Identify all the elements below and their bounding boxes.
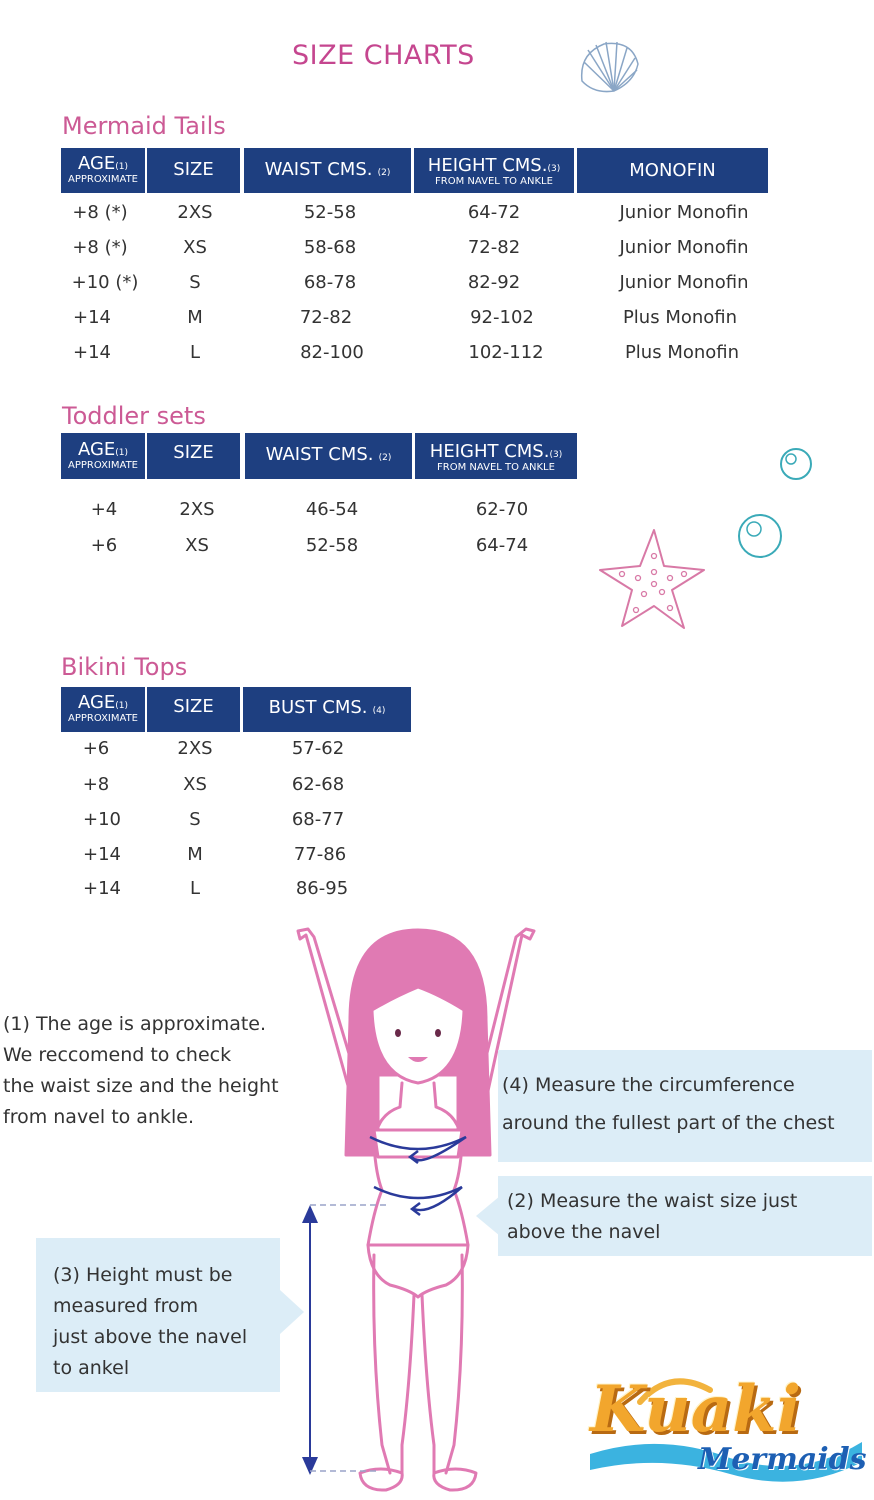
cell-monofin: Plus Monofin [624,342,740,363]
page-title: SIZE CHARTS [292,40,475,71]
note-height: (3) Height must be measured from just above the navel to ankel [53,1264,248,1379]
cell-waist: 58-68 [303,237,357,258]
cell-height: 64-74 [475,535,529,556]
cell-age: +14 [73,342,111,363]
cell-height: 72-82 [467,237,521,258]
bikini-tops-title: Bikini Tops [61,653,188,681]
cell-size: S [189,272,201,293]
cell-size: L [189,878,201,899]
cell-waist: 68-78 [303,272,357,293]
cell-waist: 52-58 [305,535,359,556]
header-size: SIZE [147,148,240,193]
cell-bust: 86-95 [295,878,349,899]
cell-size: XS [185,535,209,556]
cell-waist: 72-82 [299,307,353,328]
cell-height: 64-72 [467,202,521,223]
header-waist: WAIST CMS. (2) [245,433,412,479]
cell-height: 82-92 [467,272,521,293]
cell-age: +14 [73,307,111,328]
note-chest: (4) Measure the circumference around the fullest part of the chest [502,1074,835,1134]
cell-waist: 46-54 [305,499,359,520]
kuaki-mermaids-logo [580,1362,870,1490]
note-waist: (2) Measure the waist size just above the navel [507,1190,798,1243]
header-size: SIZE [147,687,240,732]
cell-age: +8 (*) [72,237,128,258]
cell-monofin: Junior Monofin [619,237,749,258]
cell-monofin: Junior Monofin [619,272,749,293]
header-age: AGE(1) APPROXIMATE [61,433,145,479]
cell-age: +4 [90,499,118,520]
header-height: HEIGHT CMS.(3) FROM NAVEL TO ANKLE [415,433,577,479]
cell-size: L [189,342,201,363]
cell-age: +6 [90,535,118,556]
cell-size: XS [183,237,207,258]
cell-size: 2XS [177,738,213,759]
cell-age: +10 [83,809,121,830]
header-height: HEIGHT CMS.(3) FROM NAVEL TO ANKLE [414,148,574,193]
seashell-icon [574,36,644,98]
logo-brand: Kuaki [590,1372,801,1447]
header-waist: WAIST CMS. (2) [244,148,411,193]
cell-height: 102-112 [468,342,544,363]
cell-age: +14 [83,844,121,865]
note-age: (1) The age is approximate. We reccomend to check the waist size and the height from navel to ankle. [3,1013,279,1128]
cell-size: M [187,307,203,328]
cell-bust: 62-68 [291,774,345,795]
cell-bust: 57-62 [291,738,345,759]
cell-age: +8 [82,774,110,795]
cell-age: +10 (*) [71,272,139,293]
callout-pointer [280,1290,304,1334]
bubble-icon [776,444,816,484]
cell-size: M [187,844,203,865]
callout-pointer [476,1196,500,1236]
toddler-sets-title: Toddler sets [62,402,206,430]
bubble-icon [734,510,786,562]
cell-waist: 82-100 [300,342,364,363]
header-bust: BUST CMS. (4) [243,687,411,732]
cell-size: 2XS [179,499,215,520]
logo-sub: Mermaids [698,1442,867,1477]
cell-waist: 52-58 [303,202,357,223]
cell-age: +14 [83,878,121,899]
cell-age: +8 (*) [72,202,128,223]
mermaid-tails-title: Mermaid Tails [62,112,226,140]
header-monofin: MONOFIN [577,148,768,193]
cell-size: 2XS [177,202,213,223]
cell-height: 62-70 [475,499,529,520]
cell-monofin: Junior Monofin [619,202,749,223]
header-age: AGE(1) APPROXIMATE [61,148,145,193]
cell-size: XS [183,774,207,795]
header-age: AGE(1) APPROXIMATE [61,687,145,732]
header-size: SIZE [147,433,240,479]
cell-monofin: Plus Monofin [622,307,738,328]
cell-bust: 77-86 [293,844,347,865]
cell-age: +6 [82,738,110,759]
cell-bust: 68-77 [291,809,345,830]
cell-size: S [189,809,201,830]
starfish-icon [596,526,708,634]
cell-height: 92-102 [470,307,534,328]
